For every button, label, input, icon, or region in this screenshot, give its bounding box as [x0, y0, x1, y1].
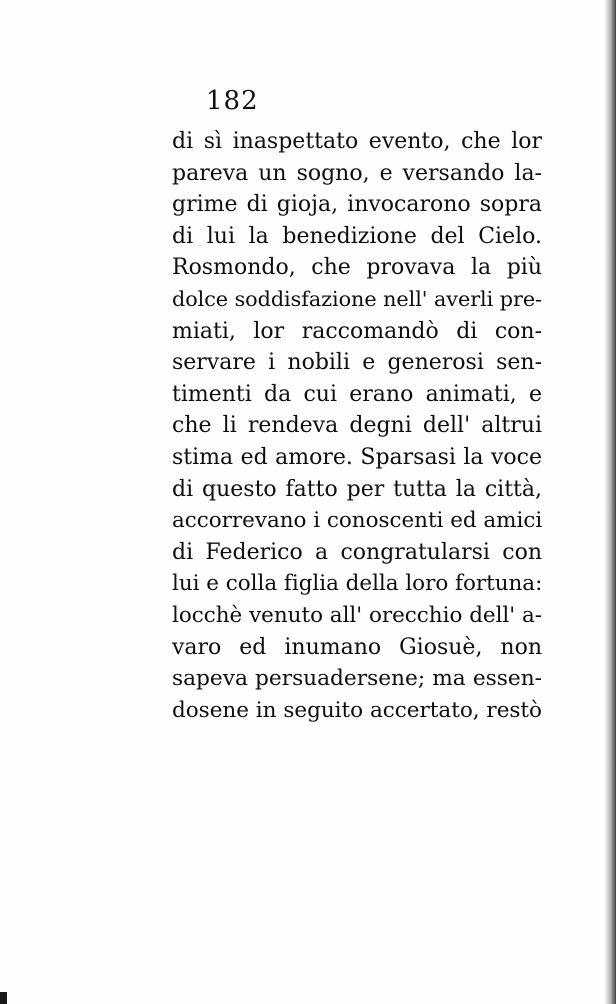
text-line: miati, lor raccomandò di con-	[172, 318, 542, 344]
text-line: di questo fatto per tutta la città,	[172, 476, 542, 502]
body-text	[172, 126, 542, 726]
text-line: varo ed inumano Giosuè, non	[172, 634, 542, 660]
page-number: 182	[206, 86, 259, 116]
text-line: lui e colla figlia della loro fortuna:	[172, 571, 543, 597]
text-line: Rosmondo, che provava la più	[172, 255, 542, 281]
text-line: dosene in seguito accertato, restò	[172, 697, 542, 723]
text-line: sapeva persuadersene; ma essen-	[172, 666, 542, 692]
text-line: di sì inaspettato evento, che lor	[172, 129, 542, 154]
text-line: dolce soddisfazione nell' averli pre-	[172, 286, 543, 311]
text-line: grime di gioja, invocarono sopra	[172, 192, 542, 218]
text-line: pareva un sogno, e versando la-	[172, 160, 542, 186]
text-line: accorrevano i conoscenti ed amici	[172, 508, 543, 534]
text-line: che li rendeva degni dell' altrui	[172, 413, 542, 439]
text-line: locchè venuto all' orecchio dell' a-	[172, 602, 542, 628]
text-line: stima ed amore. Sparsasi la voce	[172, 444, 542, 470]
text-line: di Federico a congratularsi con	[172, 539, 542, 565]
page-edge-shadow	[604, 0, 616, 1004]
text-line: servare i nobili e generosi sen-	[172, 350, 542, 376]
scan-edge-mark	[0, 992, 7, 1004]
text-line: di lui la benedizione del Cielo.	[172, 223, 542, 249]
text-line: timenti da cui erano animati, e	[172, 381, 542, 407]
